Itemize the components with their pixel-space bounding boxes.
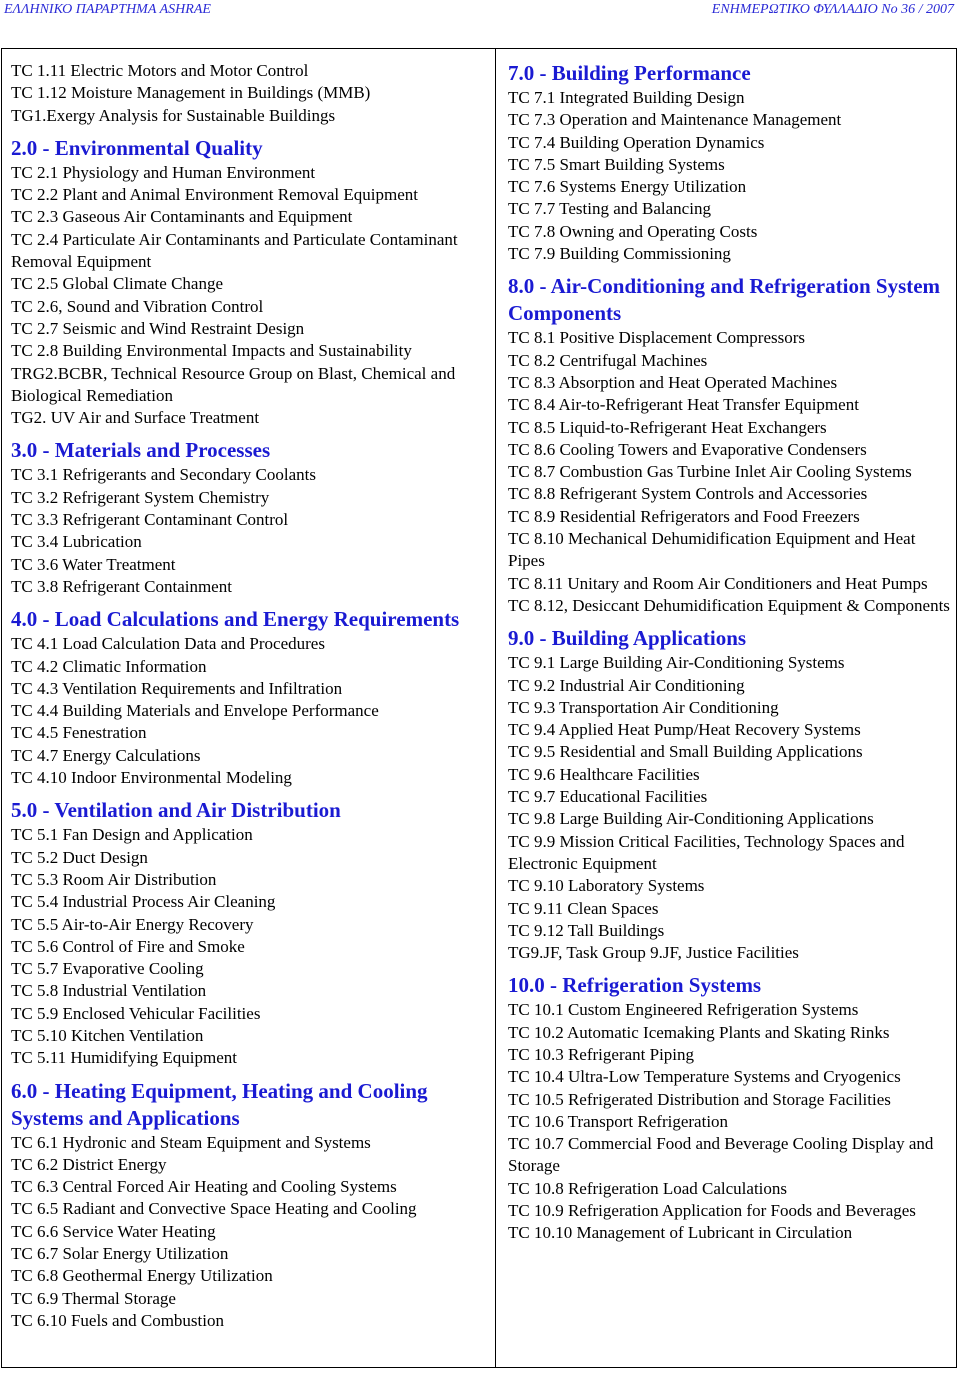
section-heading: 4.0 - Load Calculations and Energy Requirements: [11, 607, 460, 632]
committee-item: TC 4.7 Energy Calculations: [11, 745, 201, 765]
committee-item: TC 8.9 Residential Refrigerators and Food Freezers: [508, 506, 860, 526]
committee-item: TC 10.6 Transport Refrigeration: [508, 1111, 729, 1131]
committee-item: TC 5.8 Industrial Ventilation: [11, 981, 207, 1001]
section-heading: 8.0 - Air-Conditioning and Refrigeration System Components: [508, 274, 941, 326]
committee-item: TC 9.10 Laboratory Systems: [508, 876, 705, 896]
committee-item: TC 4.3 Ventilation Requirements and Infiltration: [11, 678, 343, 698]
committee-item: TC 9.1 Large Building Air-Conditioning Systems: [508, 653, 845, 673]
header-right-text: ΕΝΗΜΕΡΩΤΙΚΟ ΦΥΛΛΑΔΙΟ Νο 36 / 2007: [711, 2, 954, 17]
committee-item: TC 3.3 Refrigerant Contaminant Control: [11, 510, 289, 530]
page-header: [0, 0, 960, 22]
committee-item: TC 2.4 Particulate Air Contaminants and Particulate Contaminant Removal Equipment: [11, 229, 458, 272]
committee-item: TC 6.9 Thermal Storage: [11, 1288, 176, 1308]
right-column: [508, 60, 953, 1245]
committee-item: TC 8.2 Centrifugal Machines: [508, 350, 708, 370]
committee-item: TC 4.10 Indoor Environmental Modeling: [11, 768, 292, 788]
committee-item: TC 6.10 Fuels and Combustion: [11, 1310, 224, 1330]
section-heading: 10.0 - Refrigeration Systems: [508, 973, 762, 998]
section-heading: 5.0 - Ventilation and Air Distribution: [11, 798, 341, 823]
committee-item: TC 5.5 Air-to-Air Energy Recovery: [11, 914, 254, 934]
committee-item: TC 5.7 Evaporative Cooling: [11, 959, 204, 979]
committee-item: TC 1.11 Electric Motors and Motor Control: [11, 61, 309, 80]
committee-item: TC 3.4 Lubrication: [11, 532, 142, 552]
committee-item: TC 2.6, Sound and Vibration Control: [11, 296, 264, 316]
committee-item: TG9.JF, Task Group 9.JF, Justice Facilities: [508, 943, 799, 963]
committee-item: TC 8.6 Cooling Towers and Evaporative Condensers: [508, 439, 867, 459]
committee-item: TC 7.5 Smart Building Systems: [508, 154, 725, 174]
committee-item: TC 8.7 Combustion Gas Turbine Inlet Air Cooling Systems: [508, 462, 912, 482]
committee-item: TG1.Exergy Analysis for Sustainable Buildings: [11, 105, 336, 125]
committee-item: TC 9.12 Tall Buildings: [508, 920, 665, 940]
section-heading: 6.0 - Heating Equipment, Heating and Cooling Systems and Applications: [11, 1078, 428, 1130]
committee-item: TC 6.8 Geothermal Energy Utilization: [11, 1266, 273, 1286]
committee-item: TC 7.6 Systems Energy Utilization: [508, 177, 747, 197]
committee-item: TC 4.4 Building Materials and Envelope Performance: [11, 701, 379, 721]
committee-item: TC 3.1 Refrigerants and Secondary Coolants: [11, 465, 316, 485]
left-column: [11, 60, 489, 1332]
committee-item: TC 5.9 Enclosed Vehicular Facilities: [11, 1003, 261, 1023]
committee-item: TC 5.11 Humidifying Equipment: [11, 1048, 238, 1068]
committee-item: TC 8.8 Refrigerant System Controls and Accessories: [508, 484, 868, 504]
committee-item: TC 2.3 Gaseous Air Contaminants and Equipment: [11, 207, 353, 227]
committee-item: TC 6.1 Hydronic and Steam Equipment and Systems: [11, 1132, 371, 1152]
committee-item: TC 2.8 Building Environmental Impacts and Sustainability: [11, 341, 412, 361]
section-heading: 3.0 - Materials and Processes: [11, 438, 271, 463]
section: [11, 606, 489, 789]
committee-item: TC 2.5 Global Climate Change: [11, 274, 223, 294]
committee-item: TC 5.4 Industrial Process Air Cleaning: [11, 892, 276, 912]
committee-item: TC 5.6 Control of Fire and Smoke: [11, 936, 245, 956]
committee-item: TC 6.3 Central Forced Air Heating and Cooling Systems: [11, 1177, 397, 1197]
committee-item: TC 2.1 Physiology and Human Environment: [11, 162, 316, 182]
committee-item: TC 10.9 Refrigeration Application for Foods and Beverages: [508, 1201, 916, 1221]
committee-item: TC 3.2 Refrigerant System Chemistry: [11, 487, 270, 507]
committee-item: TC 1.12 Moisture Management in Buildings (MMB): [11, 83, 371, 103]
committee-item: TC 10.1 Custom Engineered Refrigeration Systems: [508, 1000, 859, 1020]
header-left-text: ΕΛΛΗΝΙΚΟ ΠΑΡΑΡΤΗΜΑ ASHRAE: [4, 2, 211, 17]
committee-item: TC 10.10 Management of Lubricant in Circulation: [508, 1223, 853, 1243]
committee-item: TC 9.5 Residential and Small Building Applications: [508, 742, 863, 762]
committee-item: TC 10.4 Ultra-Low Temperature Systems and Cryogenics: [508, 1067, 901, 1087]
committee-item: TC 8.10 Mechanical Dehumidification Equipment and Heat Pipes: [508, 529, 916, 571]
committee-item: TC 9.3 Transportation Air Conditioning: [508, 697, 779, 717]
committee-item: TC 9.2 Industrial Air Conditioning: [508, 675, 745, 695]
committee-item: TC 8.4 Air-to-Refrigerant Heat Transfer Equipment: [508, 395, 859, 415]
committee-item: TC 4.5 Fenestration: [11, 723, 147, 743]
section-heading: 7.0 - Building Performance: [508, 61, 751, 85]
section: [11, 60, 489, 127]
committee-item: TC 5.1 Fan Design and Application: [11, 825, 253, 845]
section: [11, 1078, 489, 1333]
committee-item: TG2. UV Air and Surface Treatment: [11, 408, 260, 428]
committee-item: TC 7.9 Building Commissioning: [508, 244, 731, 264]
committee-item: TC 9.8 Large Building Air-Conditioning Applications: [508, 809, 874, 829]
section: [508, 625, 953, 964]
column-divider: [495, 48, 496, 1368]
committee-item: TC 7.4 Building Operation Dynamics: [508, 132, 765, 152]
committee-item: TC 6.7 Solar Energy Utilization: [11, 1244, 229, 1264]
committee-item: TC 4.2 Climatic Information: [11, 656, 207, 676]
committee-item: TC 6.6 Service Water Heating: [11, 1221, 216, 1241]
committee-item: TC 7.7 Testing and Balancing: [508, 199, 711, 219]
committee-item: TC 6.2 District Energy: [11, 1154, 167, 1174]
section: [508, 60, 953, 265]
committee-item: TC 2.7 Seismic and Wind Restraint Design: [11, 318, 305, 338]
committee-item: TC 7.8 Owning and Operating Costs: [508, 221, 758, 241]
section: [11, 135, 489, 430]
section-heading: 9.0 - Building Applications: [508, 626, 747, 651]
committee-item: TC 10.7 Commercial Food and Beverage Cooling Display and Storage: [508, 1134, 934, 1176]
committee-item: TC 8.12, Desiccant Dehumidification Equipment & Components: [508, 595, 950, 615]
committee-item: TC 8.1 Positive Displacement Compressors: [508, 328, 806, 348]
committee-item: TC 10.8 Refrigeration Load Calculations: [508, 1178, 788, 1198]
committee-item: TC 5.2 Duct Design: [11, 847, 148, 867]
committee-item: TC 5.10 Kitchen Ventilation: [11, 1025, 204, 1045]
committee-item: TC 10.3 Refrigerant Piping: [508, 1044, 695, 1064]
committee-item: TC 9.4 Applied Heat Pump/Heat Recovery Systems: [508, 720, 861, 740]
section-heading: 2.0 - Environmental Quality: [11, 135, 263, 160]
section: [11, 437, 489, 598]
committee-item: TC 9.7 Educational Facilities: [508, 787, 708, 807]
committee-item: TC 5.3 Room Air Distribution: [11, 869, 217, 889]
committee-item: TC 2.2 Plant and Animal Environment Removal Equipment: [11, 185, 419, 205]
committee-item: TC 4.1 Load Calculation Data and Procedures: [11, 634, 325, 654]
committee-item: TC 8.5 Liquid-to-Refrigerant Heat Exchangers: [508, 417, 827, 437]
committee-item: TRG2.BCBR, Technical Resource Group on Blast, Chemical and Biological Remediation: [11, 363, 456, 405]
committee-item: TC 10.5 Refrigerated Distribution and Storage Facilities: [508, 1089, 891, 1109]
committee-item: TC 7.1 Integrated Building Design: [508, 88, 745, 107]
committee-item: TC 7.3 Operation and Maintenance Management: [508, 110, 842, 130]
committee-item: TC 9.9 Mission Critical Facilities, Technology Spaces and Electronic Equipment: [508, 831, 905, 873]
section: [508, 273, 953, 617]
committee-item: TC 9.11 Clean Spaces: [508, 898, 659, 918]
section: [508, 972, 953, 1244]
section: [11, 797, 489, 1069]
committee-item: TC 8.11 Unitary and Room Air Conditioners and Heat Pumps: [508, 573, 928, 593]
committee-item: TC 9.6 Healthcare Facilities: [508, 764, 700, 784]
committee-item: TC 6.5 Radiant and Convective Space Heating and Cooling: [11, 1199, 417, 1219]
committee-item: TC 10.2 Automatic Icemaking Plants and Skating Rinks: [508, 1022, 890, 1042]
committee-item: TC 3.6 Water Treatment: [11, 554, 176, 574]
committee-item: TC 3.8 Refrigerant Containment: [11, 576, 232, 596]
committee-item: TC 8.3 Absorption and Heat Operated Machines: [508, 372, 838, 392]
